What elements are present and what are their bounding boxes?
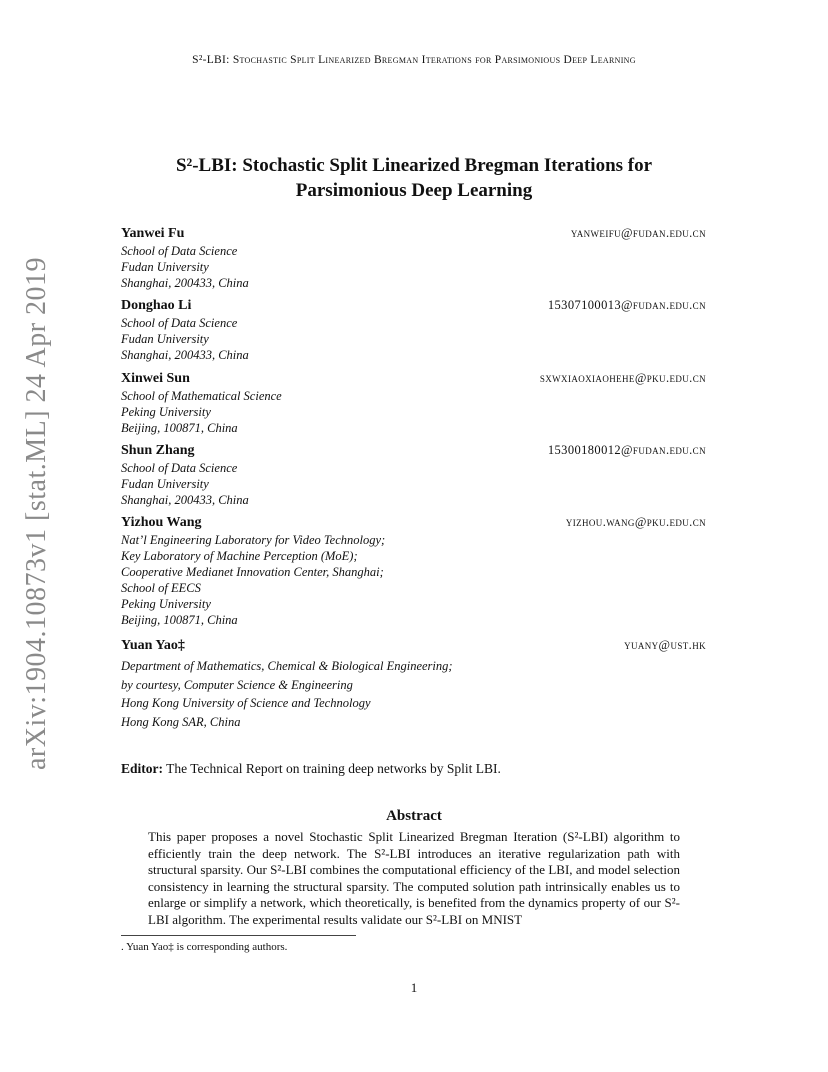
author-affiliation-line: Key Laboratory of Machine Perception (MoE); (121, 549, 358, 563)
footnote: . Yuan Yao‡ is corresponding authors. (121, 941, 288, 953)
author-affiliation-line: Peking University (121, 597, 211, 611)
author-affiliation-line: Hong Kong SAR, China (121, 714, 241, 729)
author-affiliation-line: School of Mathematical Science (121, 389, 282, 403)
author-affiliation-line: School of EECS (121, 581, 201, 595)
author-affiliation-line: Department of Mathematics, Chemical & Biological Engineering; (121, 659, 453, 673)
author-affiliation-line: Nat’l Engineering Laboratory for Video Technology; (121, 533, 386, 547)
author-name: Donghao Li (121, 298, 192, 313)
author-affiliation-line: Beijing, 100871, China (121, 613, 238, 627)
author-email: yizhou.wang@pku.edu.cn (565, 515, 706, 529)
author-name: Shun Zhang (121, 443, 195, 458)
author-email: yanweifu@fudan.edu.cn (570, 226, 706, 240)
author-affiliation-line: Fudan University (121, 332, 209, 346)
author-email: 15300180012@fudan.edu.cn (547, 443, 706, 457)
paper-title (0, 153, 828, 203)
author-affiliation-line: Fudan University (121, 477, 209, 491)
title-line-2: Parsimonious Deep Learning (295, 180, 533, 201)
footnote-rule (121, 935, 356, 936)
author-affiliation-line: Shanghai, 200433, China (121, 276, 249, 290)
author-affiliation-line: Hong Kong University of Science and Technology (121, 696, 371, 710)
author-name: Yanwei Fu (121, 226, 185, 241)
page-number: 1 (410, 980, 418, 995)
author-block (121, 442, 706, 508)
author-affiliation-line: Shanghai, 200433, China (121, 493, 249, 507)
arxiv-stamp: arXiv:1904.10873v1 [stat.ML] 24 Apr 2019 (21, 256, 52, 770)
author-block (121, 514, 706, 628)
author-affiliation-line: Fudan University (121, 260, 209, 274)
running-head: S²-LBI: Stochastic Split Linearized Bregman Iterations for Parsimonious Deep Learning (192, 54, 636, 66)
author-affiliation-line: by courtesy, Computer Science & Engineering (121, 677, 353, 692)
author-affiliation-line: Cooperative Medianet Innovation Center, Shanghai; (121, 565, 384, 579)
author-affiliation-line: Beijing, 100871, China (121, 421, 238, 435)
editor-text: The Technical Report on training deep networks by Split LBI. (163, 761, 501, 776)
abstract-body: This paper proposes a novel Stochastic Split Linearized Bregman Iteration (S²-LBI) algorithm to efficiently train the deep network. The S²-LBI introduces an iterative regularization path with structural sparsity. Our S²-LBI combines the computational efficiency of the LBI, and model selection consistency in learning the structural sparsity. The computed solution path intrinsically enables us to enlarge or simplify a network, which theoretically, is benefited from the dynamics property of our S²-LBI algorithm. The experimental results validate our S²-LBI on MNIST (148, 829, 680, 927)
author-email: yuany@ust.hk (624, 638, 706, 652)
author-block (121, 370, 706, 436)
author-affiliation-line: Peking University (121, 405, 211, 419)
author-affiliation-line: School of Data Science (121, 316, 238, 330)
author-email: 15307100013@fudan.edu.cn (547, 298, 706, 312)
author-affiliation-line: School of Data Science (121, 461, 238, 475)
abstract-heading: Abstract (386, 808, 442, 824)
author-block (121, 225, 706, 291)
author-affiliation-line: School of Data Science (121, 244, 238, 258)
author-affiliation-line: Shanghai, 200433, China (121, 348, 249, 362)
editor-label: Editor: (121, 761, 163, 776)
author-email: sxwxiaoxiaohehe@pku.edu.cn (539, 371, 706, 385)
title-line-1: S²-LBI: Stochastic Split Linearized Bregman Iterations for (175, 155, 653, 176)
editor-note (121, 761, 501, 777)
author-block (121, 637, 706, 731)
author-block (121, 297, 706, 363)
author-name: Yizhou Wang (121, 515, 202, 530)
author-name: Xinwei Sun (121, 371, 190, 386)
author-name: Yuan Yao‡ (121, 638, 185, 653)
